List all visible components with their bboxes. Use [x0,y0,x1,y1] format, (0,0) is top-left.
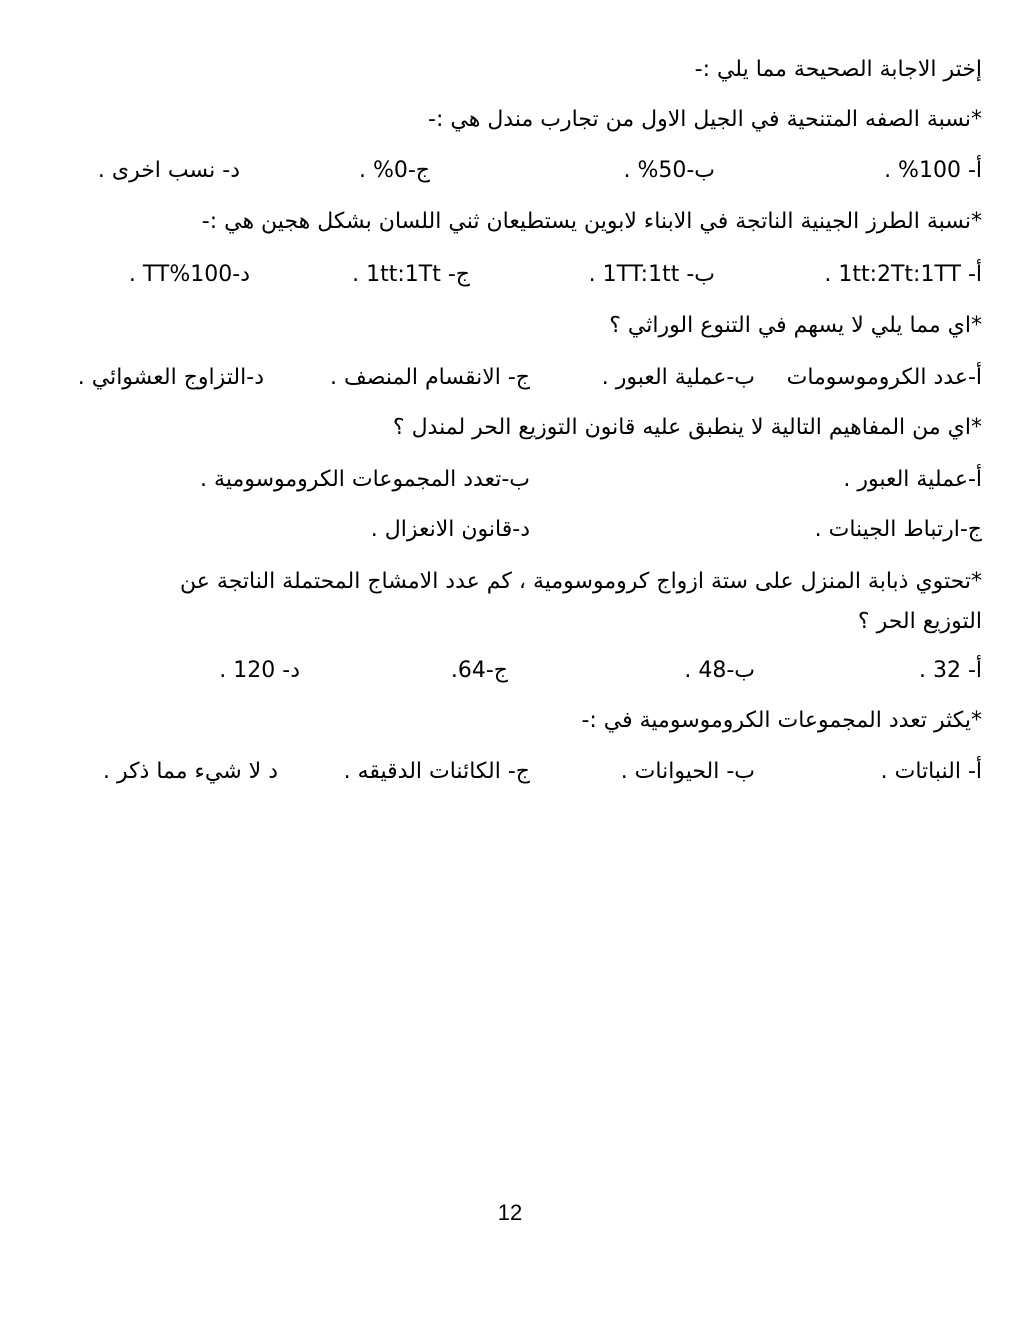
page-number: 12 [497,1200,523,1225]
q1-option-c: ج-0% . [358,158,430,183]
q6-option-a: أ- النباتات . [880,759,982,784]
question-4: *اي من المفاهيم التالية لا ينطبق عليه قانون التوزيع الحر لمندل ؟ [392,415,982,440]
question-2: *نسبة الطرز الجينية الناتجة في الابناء لابوين يستطيعان ثني اللسان بشكل هجين هي :- [201,209,982,234]
q3-option-c: ج- الانقسام المنصف . [330,365,530,390]
q5-option-a: أ- 32 . [918,658,982,683]
q4-option-a: أ-عملية العبور . [843,467,982,492]
q3-option-a: أ-عدد الكروموسومات [786,365,982,390]
q2-option-c: ج- 1tt:1Tt . [352,262,470,287]
q6-option-d: د لا شيء مما ذكر . [102,759,278,784]
q3-option-b: ب-عملية العبور . [601,365,755,390]
q2-option-b: ب- 1TT:1tt . [588,262,715,287]
question-5: *تحتوي ذبابة المنزل على ستة ازواج كروموسومية ، كم عدد الامشاج المحتملة الناتجة عن التوزيع الحر ؟ [180,569,982,634]
q2-option-d: د-100%TT . [128,262,250,287]
q1-option-b: ب-50% . [623,158,715,183]
q5-option-c: ج-64. [450,658,508,683]
q1-option-d: د- نسب اخرى . [97,158,240,183]
q1-option-a: أ- 100% . [884,158,982,183]
q3-option-d: د-التزاوج العشوائي . [77,365,264,390]
q6-option-c: ج- الكائنات الدقيقه . [343,759,530,784]
question-6: *يكثر تعدد المجموعات الكروموسومية في :- [581,708,982,733]
q6-option-b: ب- الحيوانات . [620,759,755,784]
q5-option-d: د- 120 . [219,658,300,683]
q4-option-b: ب-تعدد المجموعات الكروموسومية . [200,467,530,492]
q4-option-d: د-قانون الانعزال . [370,517,530,542]
question-3: *اي مما يلي لا يسهم في التنوع الوراثي ؟ [609,313,982,338]
q5-option-b: ب-48 . [684,658,755,683]
instruction-heading: إختر الاجابة الصحيحة مما يلي :- [694,57,982,82]
q2-option-a: أ- 1tt:2Tt:1TT . [824,262,982,287]
q4-option-c: ج-ارتباط الجينات . [814,517,982,542]
question-1: *نسبة الصفه المتنحية في الجيل الاول من تجارب مندل هي :- [428,107,982,132]
